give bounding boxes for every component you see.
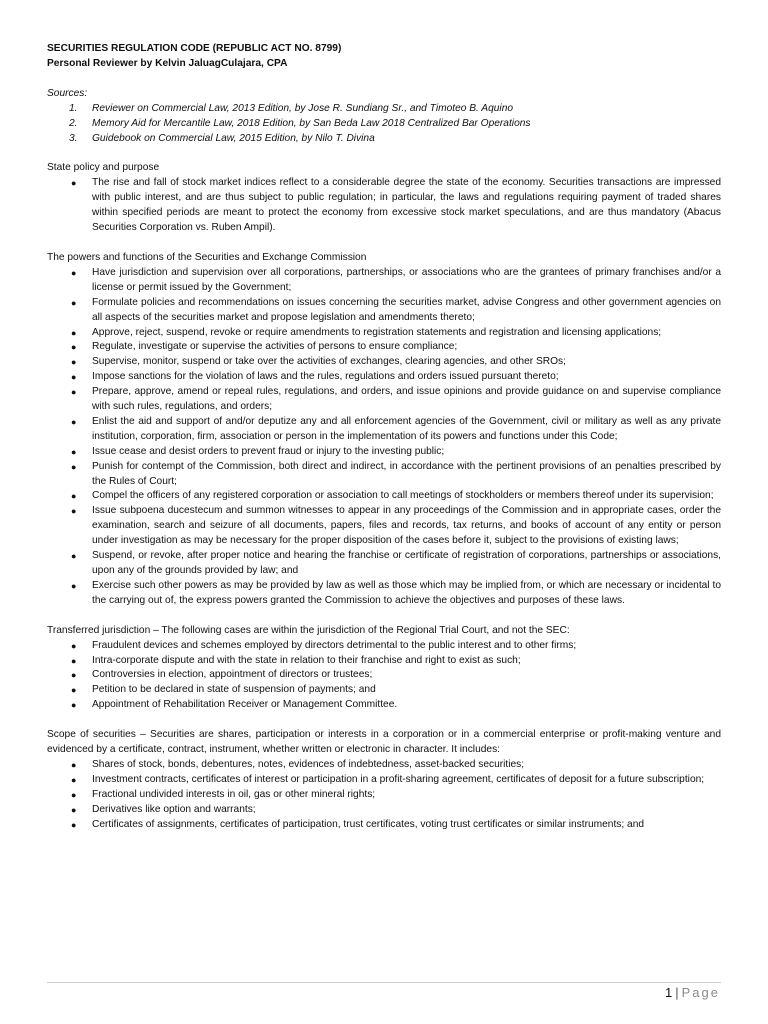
footer-divider bbox=[47, 982, 721, 983]
list-item-text: Enlist the aid and support of and/or deputize any and all enforcement agencies of the Government, civil or military as well as any private institution, corporation, firm, association or person in the implementation of its powers and functions under this Code; bbox=[92, 415, 721, 442]
list-item bbox=[47, 668, 721, 683]
transferred-jurisdiction-heading: Transferred jurisdiction – The following cases are within the jurisdiction of the Regional Trial Court, and not the SEC: bbox=[47, 624, 570, 636]
source-number: 3. bbox=[69, 132, 78, 144]
powers-list bbox=[47, 266, 721, 609]
footer-separator: | bbox=[675, 985, 679, 1000]
bullet-icon: ● bbox=[71, 342, 77, 353]
source-item bbox=[47, 117, 721, 132]
list-item-text: Formulate policies and recommendations on issues concerning the securities market, advise Congress and other government agencies on all aspects of the securities market and propose legislation and amendments thereto; bbox=[92, 296, 721, 323]
list-item bbox=[47, 758, 721, 773]
list-item bbox=[47, 683, 721, 698]
list-item-text: Supervise, monitor, suspend or take over the activities of exchanges, clearing agencies, and other SROs; bbox=[92, 356, 566, 368]
list-item-text: Petition to be declared in state of suspension of payments; and bbox=[92, 684, 376, 696]
list-item bbox=[47, 504, 721, 549]
bullet-icon: ● bbox=[71, 372, 77, 383]
state-policy-heading: State policy and purpose bbox=[47, 162, 160, 174]
document-author: Personal Reviewer by Kelvin JaluagCulajara, CPA bbox=[47, 57, 288, 69]
scope-of-securities-list bbox=[47, 758, 721, 833]
bullet-icon: ● bbox=[71, 670, 77, 681]
list-item bbox=[47, 460, 721, 490]
list-item bbox=[47, 788, 721, 803]
list-item bbox=[47, 355, 721, 370]
bullet-icon: ● bbox=[71, 446, 77, 457]
page-footer bbox=[665, 984, 720, 1002]
page-label: Page bbox=[681, 985, 720, 1000]
state-policy-list bbox=[47, 176, 721, 236]
list-item bbox=[47, 698, 721, 713]
source-number: 1. bbox=[69, 102, 78, 114]
list-item-text: Approve, reject, suspend, revoke or require amendments to registration statements and registration and licensing applications; bbox=[92, 326, 662, 338]
sources-list bbox=[47, 102, 721, 147]
list-item-text: Compel the officers of any registered corporation or association to call meetings of stockholders or members thereof under its supervision; bbox=[92, 490, 714, 502]
bullet-icon: ● bbox=[71, 267, 77, 278]
bullet-icon: ● bbox=[71, 655, 77, 666]
source-number: 2. bbox=[69, 117, 78, 129]
source-item bbox=[47, 102, 721, 117]
list-item-text: Certificates of assignments, certificates of participation, trust certificates, voting trust certificates or similar instruments; and bbox=[92, 818, 645, 830]
list-item-text: Issue cease and desist orders to prevent fraud or injury to the investing public; bbox=[92, 445, 445, 457]
list-item-text: The rise and fall of stock market indices reflect to a considerable degree the state of the economy. Securities transactions are impressed with public interest, and are thus subject to public regulation; in particular, the laws and regulations requiring payment of traded shares within specified periods are meant to protect the economy from excessive stock market speculations, and are thus mandatory (Abacus Securities Corporation vs. Ruben Ampil). bbox=[92, 177, 721, 234]
list-item-text: Suspend, or revoke, after proper notice and hearing the franchise or certificate of registration of corporations, partnerships or associations, upon any of the grounds provided by law; and bbox=[92, 550, 721, 576]
source-item bbox=[47, 132, 721, 147]
bullet-icon: ● bbox=[71, 506, 77, 517]
list-item-text: Issue subpoena ducestecum and summon witnesses to appear in any proceedings of the Commission and in appropriate cases, order the examination, search and seizure of all documents, papers, files and records, tax returns, and books of account of any entity or person under investigation as may be necessary for the proper disposition of the cases before it, subject to the provisions of existing laws; bbox=[92, 505, 721, 547]
list-item bbox=[47, 639, 721, 654]
source-text: Guidebook on Commercial Law, 2015 Edition, by Nilo T. Divina bbox=[92, 132, 375, 144]
list-item bbox=[47, 266, 721, 296]
list-item-text: Appointment of Rehabilitation Receiver or Management Committee. bbox=[92, 699, 398, 711]
list-item-text: Fraudulent devices and schemes employed by directors detrimental to the public interest and to other firms; bbox=[92, 639, 577, 651]
list-item bbox=[47, 415, 721, 445]
sources-heading: Sources: bbox=[47, 87, 88, 99]
list-item-text: Fractional undivided interests in oil, gas or other mineral rights; bbox=[92, 788, 376, 800]
list-item bbox=[47, 326, 721, 341]
bullet-icon: ● bbox=[71, 416, 77, 427]
bullet-icon: ● bbox=[71, 685, 77, 696]
document-title: SECURITIES REGULATION CODE (REPUBLIC ACT NO. 8799) bbox=[47, 43, 342, 54]
list-item bbox=[47, 489, 721, 504]
bullet-icon: ● bbox=[71, 357, 77, 368]
list-item-text: Impose sanctions for the violation of laws and the rules, regulations and orders issued pursuant thereto; bbox=[92, 371, 559, 383]
list-item-text: Regulate, investigate or supervise the activities of persons to ensure compliance; bbox=[92, 341, 458, 353]
list-item bbox=[47, 818, 721, 833]
list-item bbox=[47, 803, 721, 818]
bullet-icon: ● bbox=[71, 387, 77, 398]
bullet-icon: ● bbox=[71, 789, 77, 800]
list-item-text: Exercise such other powers as may be provided by law as well as those which may be implied from, or which are necessary or incidental to the carrying out of, the express powers granted the Commission to achieve the objectives and purposes of these laws. bbox=[92, 579, 721, 606]
list-item-text: Intra-corporate dispute and with the state in relation to their franchise and right to exist as such; bbox=[92, 654, 521, 666]
bullet-icon: ● bbox=[71, 819, 77, 830]
list-item-text: Punish for contempt of the Commission, both direct and indirect, in accordance with the pertinent provisions of an penalties prescribed by the Rules of Court; bbox=[92, 460, 721, 487]
list-item bbox=[47, 176, 721, 236]
list-item-text: Have jurisdiction and supervision over all corporations, partnerships, or associations who are the grantees of primary franchises and/or a license or permit issued by the Government; bbox=[92, 266, 721, 293]
transferred-jurisdiction-list bbox=[47, 639, 721, 714]
source-text: Memory Aid for Mercantile Law, 2018 Edition, by San Beda Law 2018 Centralized Bar Operations bbox=[92, 117, 531, 129]
list-item bbox=[47, 370, 721, 385]
list-item-text: Controversies in election, appointment of directors or trustees; bbox=[92, 669, 373, 681]
bullet-icon: ● bbox=[71, 640, 77, 651]
list-item bbox=[47, 445, 721, 460]
bullet-icon: ● bbox=[71, 297, 77, 308]
powers-heading: The powers and functions of the Securities and Exchange Commission bbox=[47, 251, 367, 263]
bullet-icon: ● bbox=[71, 327, 77, 338]
list-item-text: Prepare, approve, amend or repeal rules, regulations, and orders, and issue opinions and provide guidance on and supervise compliance with such rules, regulations, and orders; bbox=[92, 386, 721, 413]
list-item bbox=[47, 549, 721, 579]
bullet-icon: ● bbox=[71, 551, 77, 562]
list-item bbox=[47, 340, 721, 355]
bullet-icon: ● bbox=[71, 774, 77, 785]
list-item-text: Investment contracts, certificates of interest or participation in a profit-sharing agreement, certificates of deposit for a future subscription; bbox=[92, 773, 705, 785]
list-item bbox=[47, 579, 721, 609]
document-body bbox=[47, 42, 721, 833]
list-item bbox=[47, 385, 721, 415]
bullet-icon: ● bbox=[71, 700, 77, 711]
bullet-icon: ● bbox=[71, 759, 77, 770]
bullet-icon: ● bbox=[71, 804, 77, 815]
list-item-text: Derivatives like option and warrants; bbox=[92, 803, 256, 815]
bullet-icon: ● bbox=[71, 461, 77, 472]
bullet-icon: ● bbox=[71, 491, 77, 502]
source-text: Reviewer on Commercial Law, 2013 Edition, by Jose R. Sundiang Sr., and Timoteo B. Aquino bbox=[92, 102, 514, 114]
list-item bbox=[47, 296, 721, 326]
list-item-text: Shares of stock, bonds, debentures, notes, evidences of indebtedness, asset-backed securities; bbox=[92, 758, 525, 770]
scope-of-securities-paragraph: Scope of securities – Securities are shares, participation or interests in a corporation or in a commercial enterprise or profit-making venture and evidenced by a certificate, contract, instrument, whether written or electronic in character. It includes: bbox=[47, 729, 721, 756]
list-item bbox=[47, 654, 721, 669]
bullet-icon: ● bbox=[71, 178, 77, 189]
page-number: 1 bbox=[665, 985, 673, 1000]
list-item bbox=[47, 773, 721, 788]
bullet-icon: ● bbox=[71, 580, 77, 591]
